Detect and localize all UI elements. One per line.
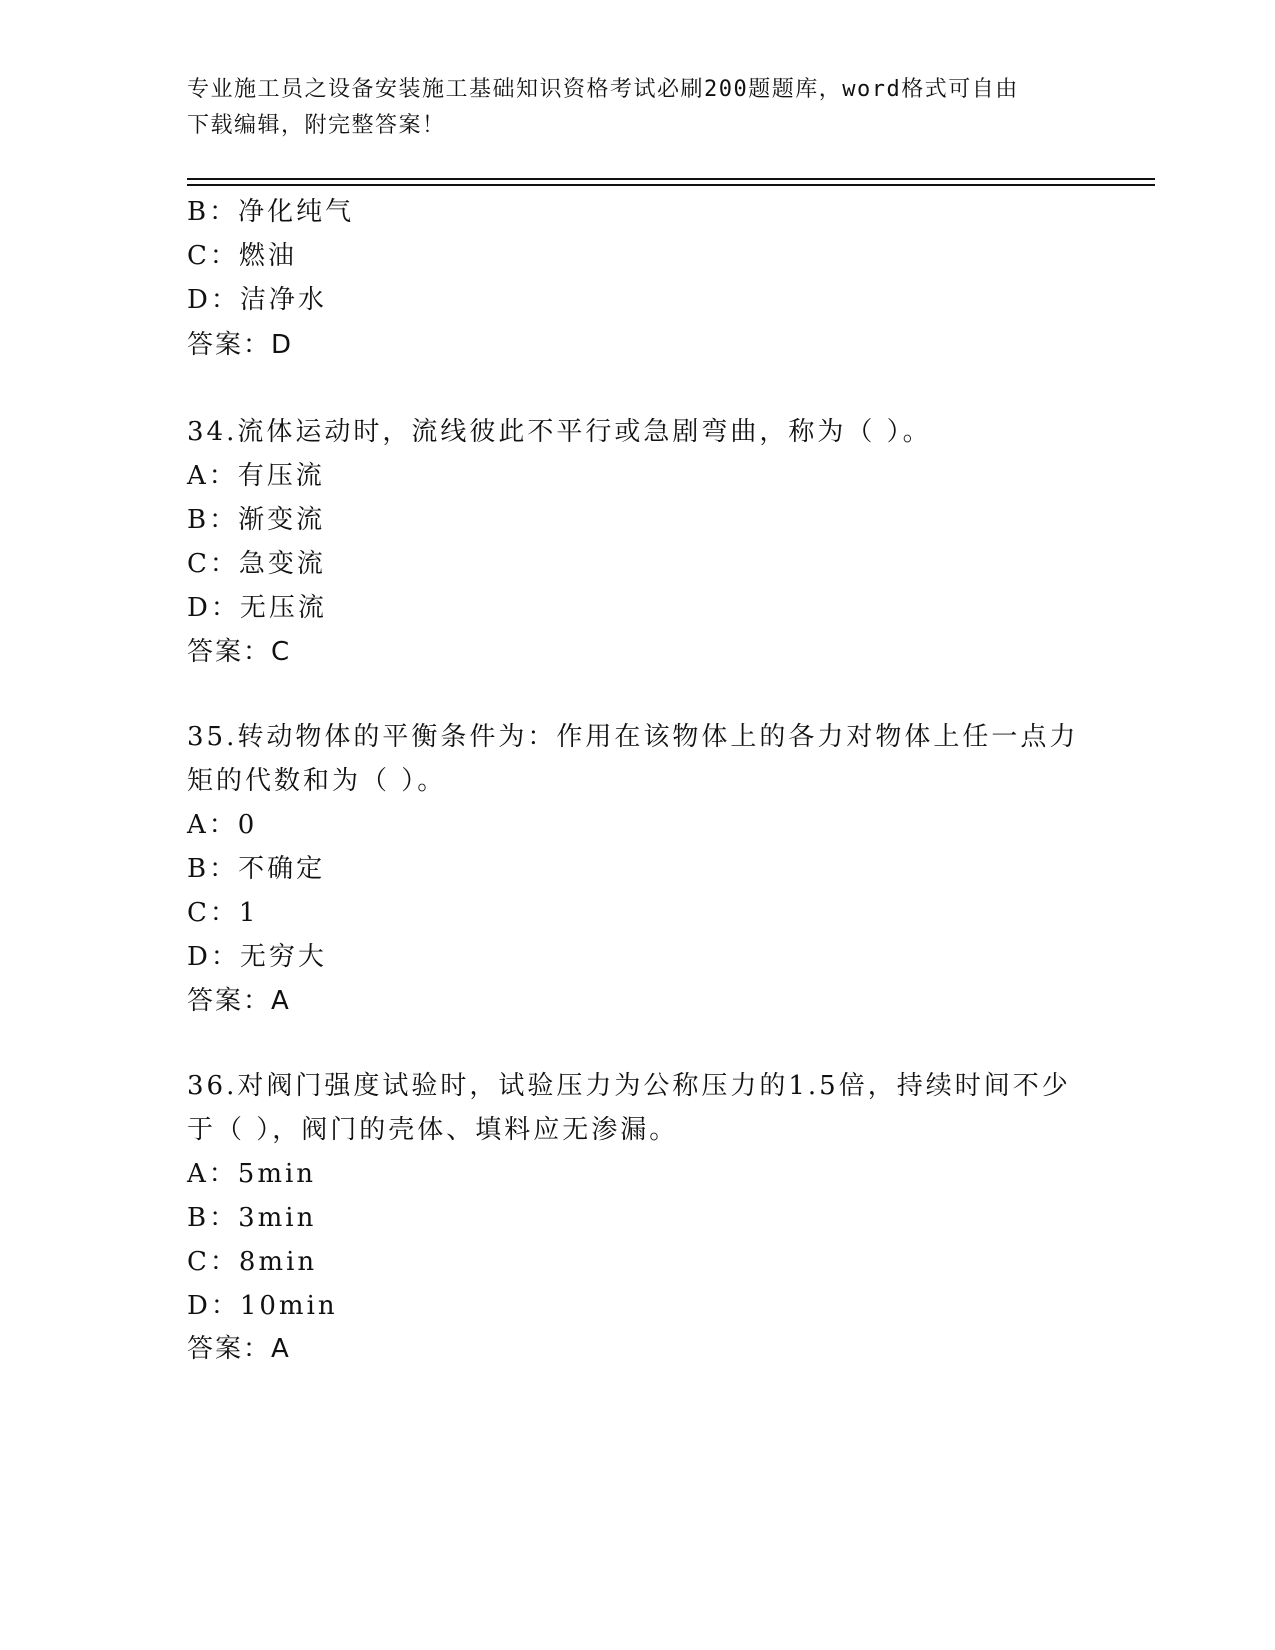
q34-option-d: D：无压流 <box>187 593 327 623</box>
q34-answer: 答案：C <box>187 637 292 667</box>
q35-question-line-2: 矩的代数和为（ ）。 <box>187 766 447 796</box>
q36-option-b: B：3min <box>187 1203 317 1233</box>
q33-option-c: C：燃油 <box>187 241 297 271</box>
q36-answer: 答案：A <box>187 1334 291 1364</box>
q35-option-c: C：1 <box>187 898 259 928</box>
q36-option-a: A：5min <box>187 1159 317 1189</box>
q34-question: 34.流体运动时，流线彼此不平行或急剧弯曲，称为（ ）。 <box>187 417 932 447</box>
q36-option-d: D：10min <box>187 1291 338 1321</box>
document-header <box>187 72 1087 144</box>
q34-option-b: B：渐变流 <box>187 505 326 535</box>
q36-question-line-1: 36.对阀门强度试验时，试验压力为公称压力的1.5倍，持续时间不少 <box>187 1071 1071 1101</box>
q35-option-d: D：无穷大 <box>187 942 327 972</box>
q35-option-b: B：不确定 <box>187 854 326 884</box>
q35-question-line-1: 35.转动物体的平衡条件为：作用在该物体上的各力对物体上任一点力 <box>187 722 1079 752</box>
q33-answer: 答案：D <box>187 330 294 360</box>
q33-option-d: D：洁净水 <box>187 285 327 315</box>
q35-option-a: A：0 <box>187 810 258 840</box>
header-line-1: 专业施工员之设备安装施工基础知识资格考试必刷200题题库，word格式可自由 <box>187 77 1019 102</box>
header-rule-bottom <box>187 184 1155 186</box>
q36-question-line-2: 于（ ），阀门的壳体、填料应无渗漏。 <box>187 1115 679 1145</box>
q33-option-b: B：净化纯气 <box>187 197 355 227</box>
q36-option-c: C：8min <box>187 1247 318 1277</box>
q35-answer: 答案：A <box>187 986 291 1016</box>
q34-option-c: C：急变流 <box>187 549 326 579</box>
q34-option-a: A：有压流 <box>187 461 325 491</box>
header-line-2: 下载编辑，附完整答案！ <box>187 113 446 138</box>
header-rule-top <box>187 178 1155 180</box>
